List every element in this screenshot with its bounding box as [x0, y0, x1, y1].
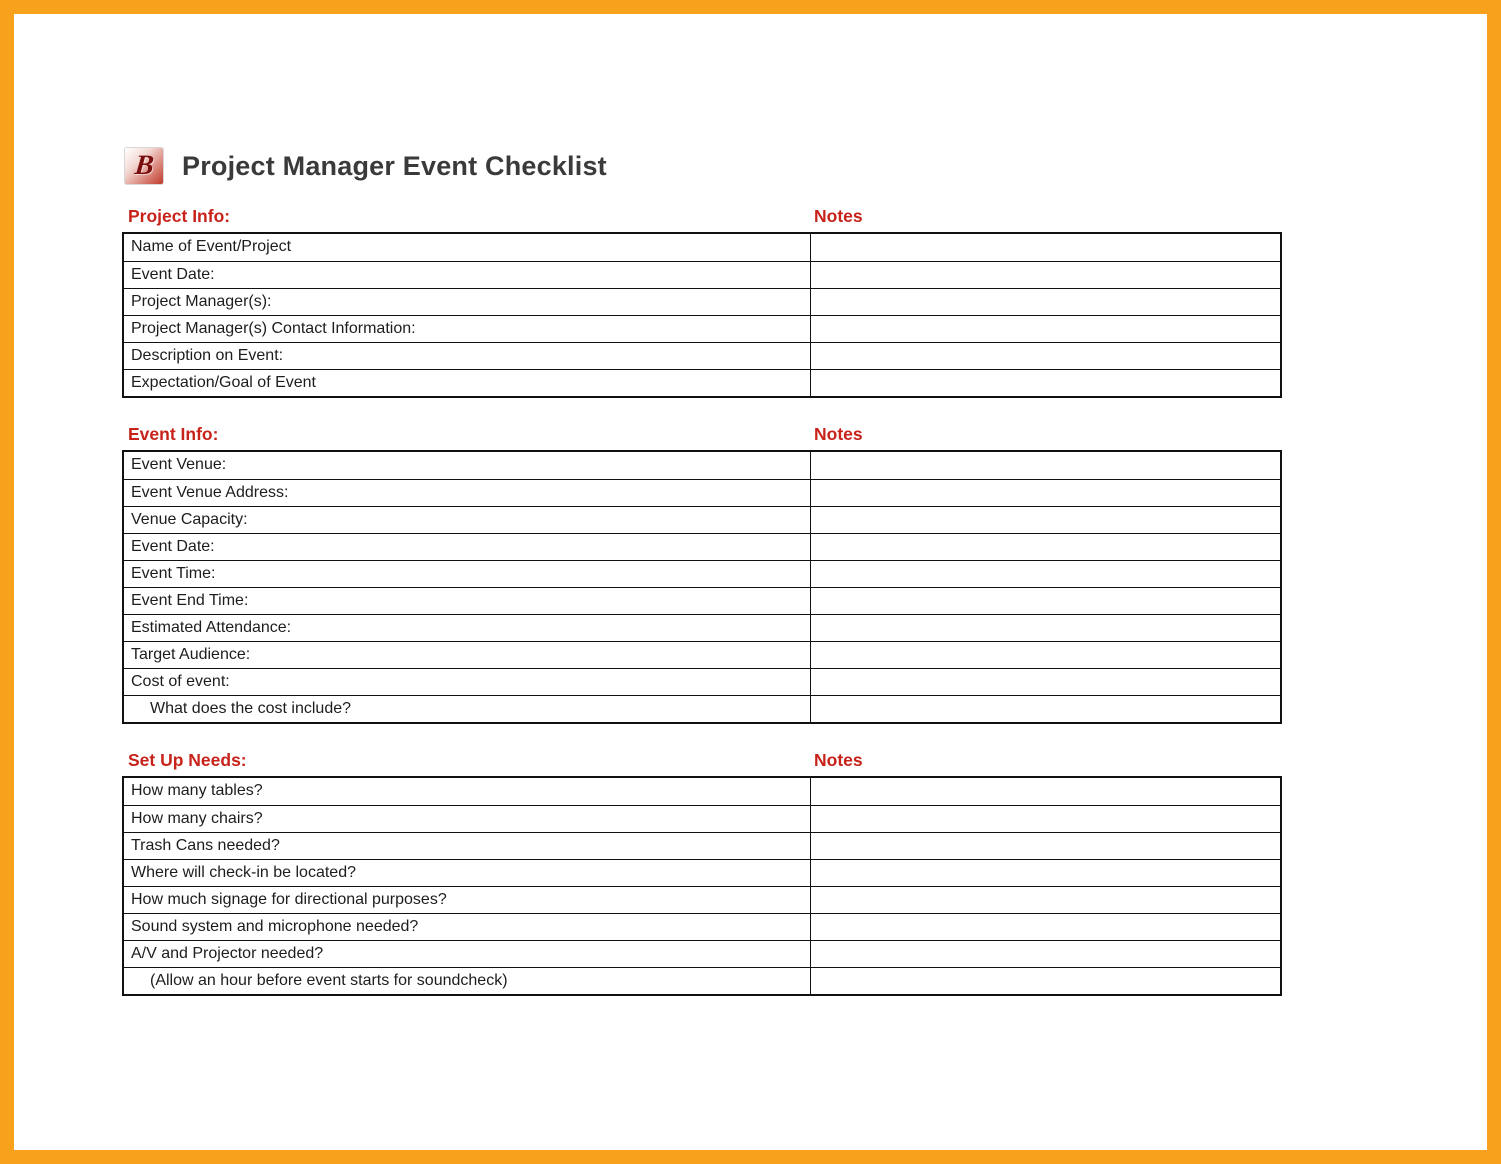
row-label: Where will check-in be located?: [124, 860, 811, 886]
notes-cell: [811, 507, 1280, 533]
table-row: [124, 369, 1280, 396]
notes-column-heading: Notes: [814, 750, 863, 770]
notes-cell: [811, 588, 1280, 614]
notes-cell: [811, 234, 1280, 261]
row-label: Event Date:: [124, 262, 811, 288]
notes-cell: [811, 561, 1280, 587]
notes-cell: [811, 343, 1280, 369]
table-row: [124, 587, 1280, 614]
table-row: [124, 288, 1280, 315]
page-title: Project Manager Event Checklist: [182, 150, 607, 181]
table-row: [124, 940, 1280, 967]
notes-cell: [811, 452, 1280, 479]
notes-cell: [811, 289, 1280, 315]
notes-cell: [811, 669, 1280, 695]
section-set-up-needs: [122, 750, 1282, 996]
table-row: [124, 832, 1280, 859]
row-label: What does the cost include?: [124, 696, 811, 722]
row-label: Description on Event:: [124, 343, 811, 369]
row-label: How many tables?: [124, 778, 811, 805]
row-label: Expectation/Goal of Event: [124, 370, 811, 396]
row-label: Event Venue:: [124, 452, 811, 479]
row-label: Event End Time:: [124, 588, 811, 614]
notes-cell: [811, 370, 1280, 396]
notes-column-heading: Notes: [814, 206, 863, 226]
row-label: Estimated Attendance:: [124, 615, 811, 641]
row-label: Venue Capacity:: [124, 507, 811, 533]
document-header: [122, 142, 1282, 190]
table-row: [124, 560, 1280, 587]
row-label: Sound system and microphone needed?: [124, 914, 811, 940]
table-row: [124, 479, 1280, 506]
row-label: Project Manager(s):: [124, 289, 811, 315]
row-label: Target Audience:: [124, 642, 811, 668]
table-row: [124, 234, 1280, 261]
table-row: [124, 859, 1280, 886]
table-row: [124, 506, 1280, 533]
table-row: [124, 614, 1280, 641]
brand-logo-letter: B: [133, 150, 156, 181]
set-up-needs-table: [122, 776, 1282, 996]
notes-cell: [811, 316, 1280, 342]
table-row: [124, 805, 1280, 832]
row-label: Event Date:: [124, 534, 811, 560]
notes-cell: [811, 480, 1280, 506]
brand-logo: [124, 147, 164, 185]
notes-column-heading: Notes: [814, 424, 863, 444]
section-heading: Event Info:: [128, 424, 219, 444]
notes-cell: [811, 833, 1280, 859]
section-heading: Set Up Needs:: [128, 750, 247, 770]
row-label: A/V and Projector needed?: [124, 941, 811, 967]
notes-cell: [811, 642, 1280, 668]
table-row: [124, 452, 1280, 479]
notes-cell: [811, 968, 1280, 994]
notes-cell: [811, 806, 1280, 832]
table-row: [124, 641, 1280, 668]
table-row: [124, 695, 1280, 722]
row-label: Cost of event:: [124, 669, 811, 695]
notes-cell: [811, 860, 1280, 886]
section-project-info: [122, 206, 1282, 398]
table-row: [124, 342, 1280, 369]
table-row: [124, 967, 1280, 994]
row-label: Name of Event/Project: [124, 234, 811, 261]
table-row: [124, 261, 1280, 288]
notes-cell: [811, 887, 1280, 913]
table-row: [124, 668, 1280, 695]
table-row: [124, 886, 1280, 913]
table-row: [124, 315, 1280, 342]
notes-cell: [811, 615, 1280, 641]
table-row: [124, 533, 1280, 560]
row-label: How many chairs?: [124, 806, 811, 832]
section-set-up-needs-head: [122, 750, 1282, 776]
section-heading: Project Info:: [128, 206, 231, 226]
section-event-info-head: [122, 424, 1282, 450]
notes-cell: [811, 534, 1280, 560]
notes-cell: [811, 778, 1280, 805]
event-info-table: [122, 450, 1282, 724]
table-row: [124, 778, 1280, 805]
row-label: (Allow an hour before event starts for soundcheck): [124, 968, 811, 994]
row-label: Project Manager(s) Contact Information:: [124, 316, 811, 342]
project-info-table: [122, 232, 1282, 398]
row-label: How much signage for directional purposes?: [124, 887, 811, 913]
row-label: Trash Cans needed?: [124, 833, 811, 859]
notes-cell: [811, 941, 1280, 967]
notes-cell: [811, 262, 1280, 288]
checklist-sheet: [122, 14, 1282, 996]
notes-cell: [811, 696, 1280, 722]
notes-cell: [811, 914, 1280, 940]
section-project-info-head: [122, 206, 1282, 232]
row-label: Event Venue Address:: [124, 480, 811, 506]
section-event-info: [122, 424, 1282, 724]
table-row: [124, 913, 1280, 940]
row-label: Event Time:: [124, 561, 811, 587]
